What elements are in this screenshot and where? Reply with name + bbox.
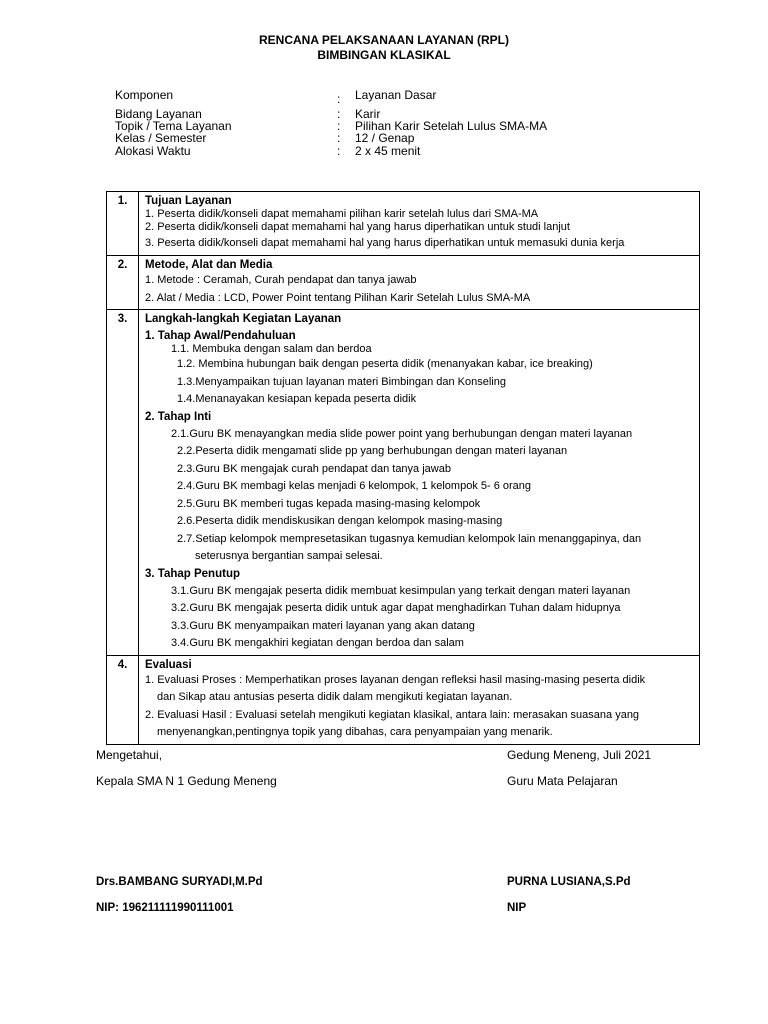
document-subtitle: BIMBINGAN KLASIKAL <box>317 48 451 62</box>
list-item: 1.3.Menyampaikan tujuan layanan materi Bimbingan dan Konseling <box>177 375 506 388</box>
teacher-name: PURNA LUSIANA,S.Pd <box>507 876 631 888</box>
component-sep: : <box>337 119 341 133</box>
component-key: Topik / Tema Layanan <box>115 119 232 133</box>
list-item: 3.4.Guru BK mengakhiri kegiatan dengan berdoa dan salam <box>171 637 464 649</box>
component-key: Komponen <box>115 88 174 102</box>
list-item: 2. Peserta didik/konseli dapat memahami hal yang harus diperhatikan untuk studi lanjut <box>145 221 570 233</box>
teacher-nip: NIP <box>507 902 527 914</box>
list-item: 2.2.Peserta didik mengamati slide pp yang berhubungan dengan materi layanan <box>177 445 568 457</box>
component-sep: : <box>337 107 341 121</box>
acknowledgement-label: Mengetahui, <box>96 748 163 762</box>
subsection-title: 2. Tahap Inti <box>145 410 212 423</box>
component-sep: : <box>337 92 341 106</box>
component-key: Kelas / Semester <box>115 131 207 145</box>
section-number: 2. <box>107 256 139 310</box>
component-value: Layanan Dasar <box>355 88 437 102</box>
list-item: 2.5.Guru BK memberi tugas kepada masing-masing kelompok <box>177 497 481 510</box>
list-item: dan Sikap atau antusias peserta didik dalam mengikuti kegiatan layanan. <box>157 691 513 703</box>
section-number: 1. <box>107 192 139 256</box>
component-key: Alokasi Waktu <box>115 144 191 158</box>
list-item: 1. Evaluasi Proses : Memperhatikan proses layanan dengan refleksi hasil masing-masing peserta didik <box>145 673 646 686</box>
list-item: menyenangkan,pentingnya topik yang dibahas, cara penyampaian yang menarik. <box>157 726 553 738</box>
principal-name: Drs.BAMBANG SURYADI,M.Pd <box>96 876 263 888</box>
section-number: 4. <box>107 655 139 744</box>
list-item: 1. Peserta didik/konseli dapat memahami pilihan karir setelah lulus dari SMA-MA <box>145 208 539 220</box>
plan-table <box>106 191 700 745</box>
component-value: Pilihan Karir Setelah Lulus SMA-MA <box>355 119 548 133</box>
list-item: 1.2. Membina hubungan baik dengan peserta didik (menanyakan kabar, ice breaking) <box>177 358 593 370</box>
list-item: seterusnya bergantian sampai selesai. <box>195 550 383 562</box>
section-metode <box>107 256 700 310</box>
list-item: 3.3.Guru BK menyampaikan materi layanan yang akan datang <box>171 619 475 632</box>
section-title: Metode, Alat dan Media <box>145 259 273 271</box>
component-sep: : <box>337 144 341 158</box>
subsection-title: 3. Tahap Penutup <box>145 567 240 580</box>
list-item: 1. Metode : Ceramah, Curah pendapat dan tanya jawab <box>145 274 417 286</box>
principal-nip: NIP: 196211111990111001 <box>96 902 234 914</box>
list-item: 2.1.Guru BK menayangkan media slide power point yang berhubungan dengan materi layanan <box>171 427 633 440</box>
component-sep: : <box>337 131 341 145</box>
component-value: Karir <box>355 107 381 121</box>
list-item: 2.3.Guru BK mengajak curah pendapat dan tanya jawab <box>177 462 451 475</box>
section-body <box>139 310 700 656</box>
list-item: 3.1.Guru BK mengajak peserta didik membuat kesimpulan yang terkait dengan materi layanan <box>171 584 631 597</box>
list-item: 1.4.Menanayakan kesiapan kepada peserta didik <box>177 393 417 405</box>
list-item: 2.7.Setiap kelompok mempresetasikan tugasnya kemudian kelompok lain menanggapinya, dan <box>177 532 642 545</box>
document-title: RENCANA PELAKSANAAN LAYANAN (RPL) <box>258 33 509 47</box>
section-langkah <box>107 310 700 656</box>
place-date: Gedung Meneng, Juli 2021 <box>507 748 652 762</box>
list-item: 2. Evaluasi Hasil : Evaluasi setelah mengikuti kegiatan klasikal, antara lain: merasakan suasana yang <box>145 708 640 721</box>
section-body <box>139 655 700 744</box>
component-key: Bidang Layanan <box>115 107 202 121</box>
section-title: Tujuan Layanan <box>145 195 232 207</box>
section-body <box>139 192 700 256</box>
section-body <box>139 256 700 310</box>
section-evaluasi <box>107 655 700 744</box>
component-value: 2 x 45 menit <box>355 144 421 158</box>
component-value: 12 / Genap <box>355 131 415 145</box>
subsection-title: 1. Tahap Awal/Pendahuluan <box>145 330 296 342</box>
list-item: 3.2.Guru BK mengajak peserta didik untuk agar dapat menghadirkan Tuhan dalam hidupnya <box>171 602 621 614</box>
principal-role: Kepala SMA N 1 Gedung Meneng <box>96 774 277 788</box>
section-title: Evaluasi <box>145 658 192 671</box>
list-item: 2.6.Peserta didik mendiskusikan dengan kelompok masing-masing <box>177 515 503 527</box>
list-item: 2. Alat / Media : LCD, Power Point tentang Pilihan Karir Setelah Lulus SMA-MA <box>145 291 531 304</box>
list-item: 3. Peserta didik/konseli dapat memahami hal yang harus diperhatikan untuk memasuki dunia kerja <box>145 237 625 249</box>
list-item: 1.1. Membuka dengan salam dan berdoa <box>171 343 372 355</box>
section-tujuan <box>107 192 700 256</box>
list-item: 2.4.Guru BK membagi kelas menjadi 6 kelompok, 1 kelompok 5- 6 orang <box>177 480 532 492</box>
teacher-role: Guru Mata Pelajaran <box>507 774 618 788</box>
section-number: 3. <box>107 310 139 656</box>
section-title: Langkah-langkah Kegiatan Layanan <box>145 313 342 325</box>
